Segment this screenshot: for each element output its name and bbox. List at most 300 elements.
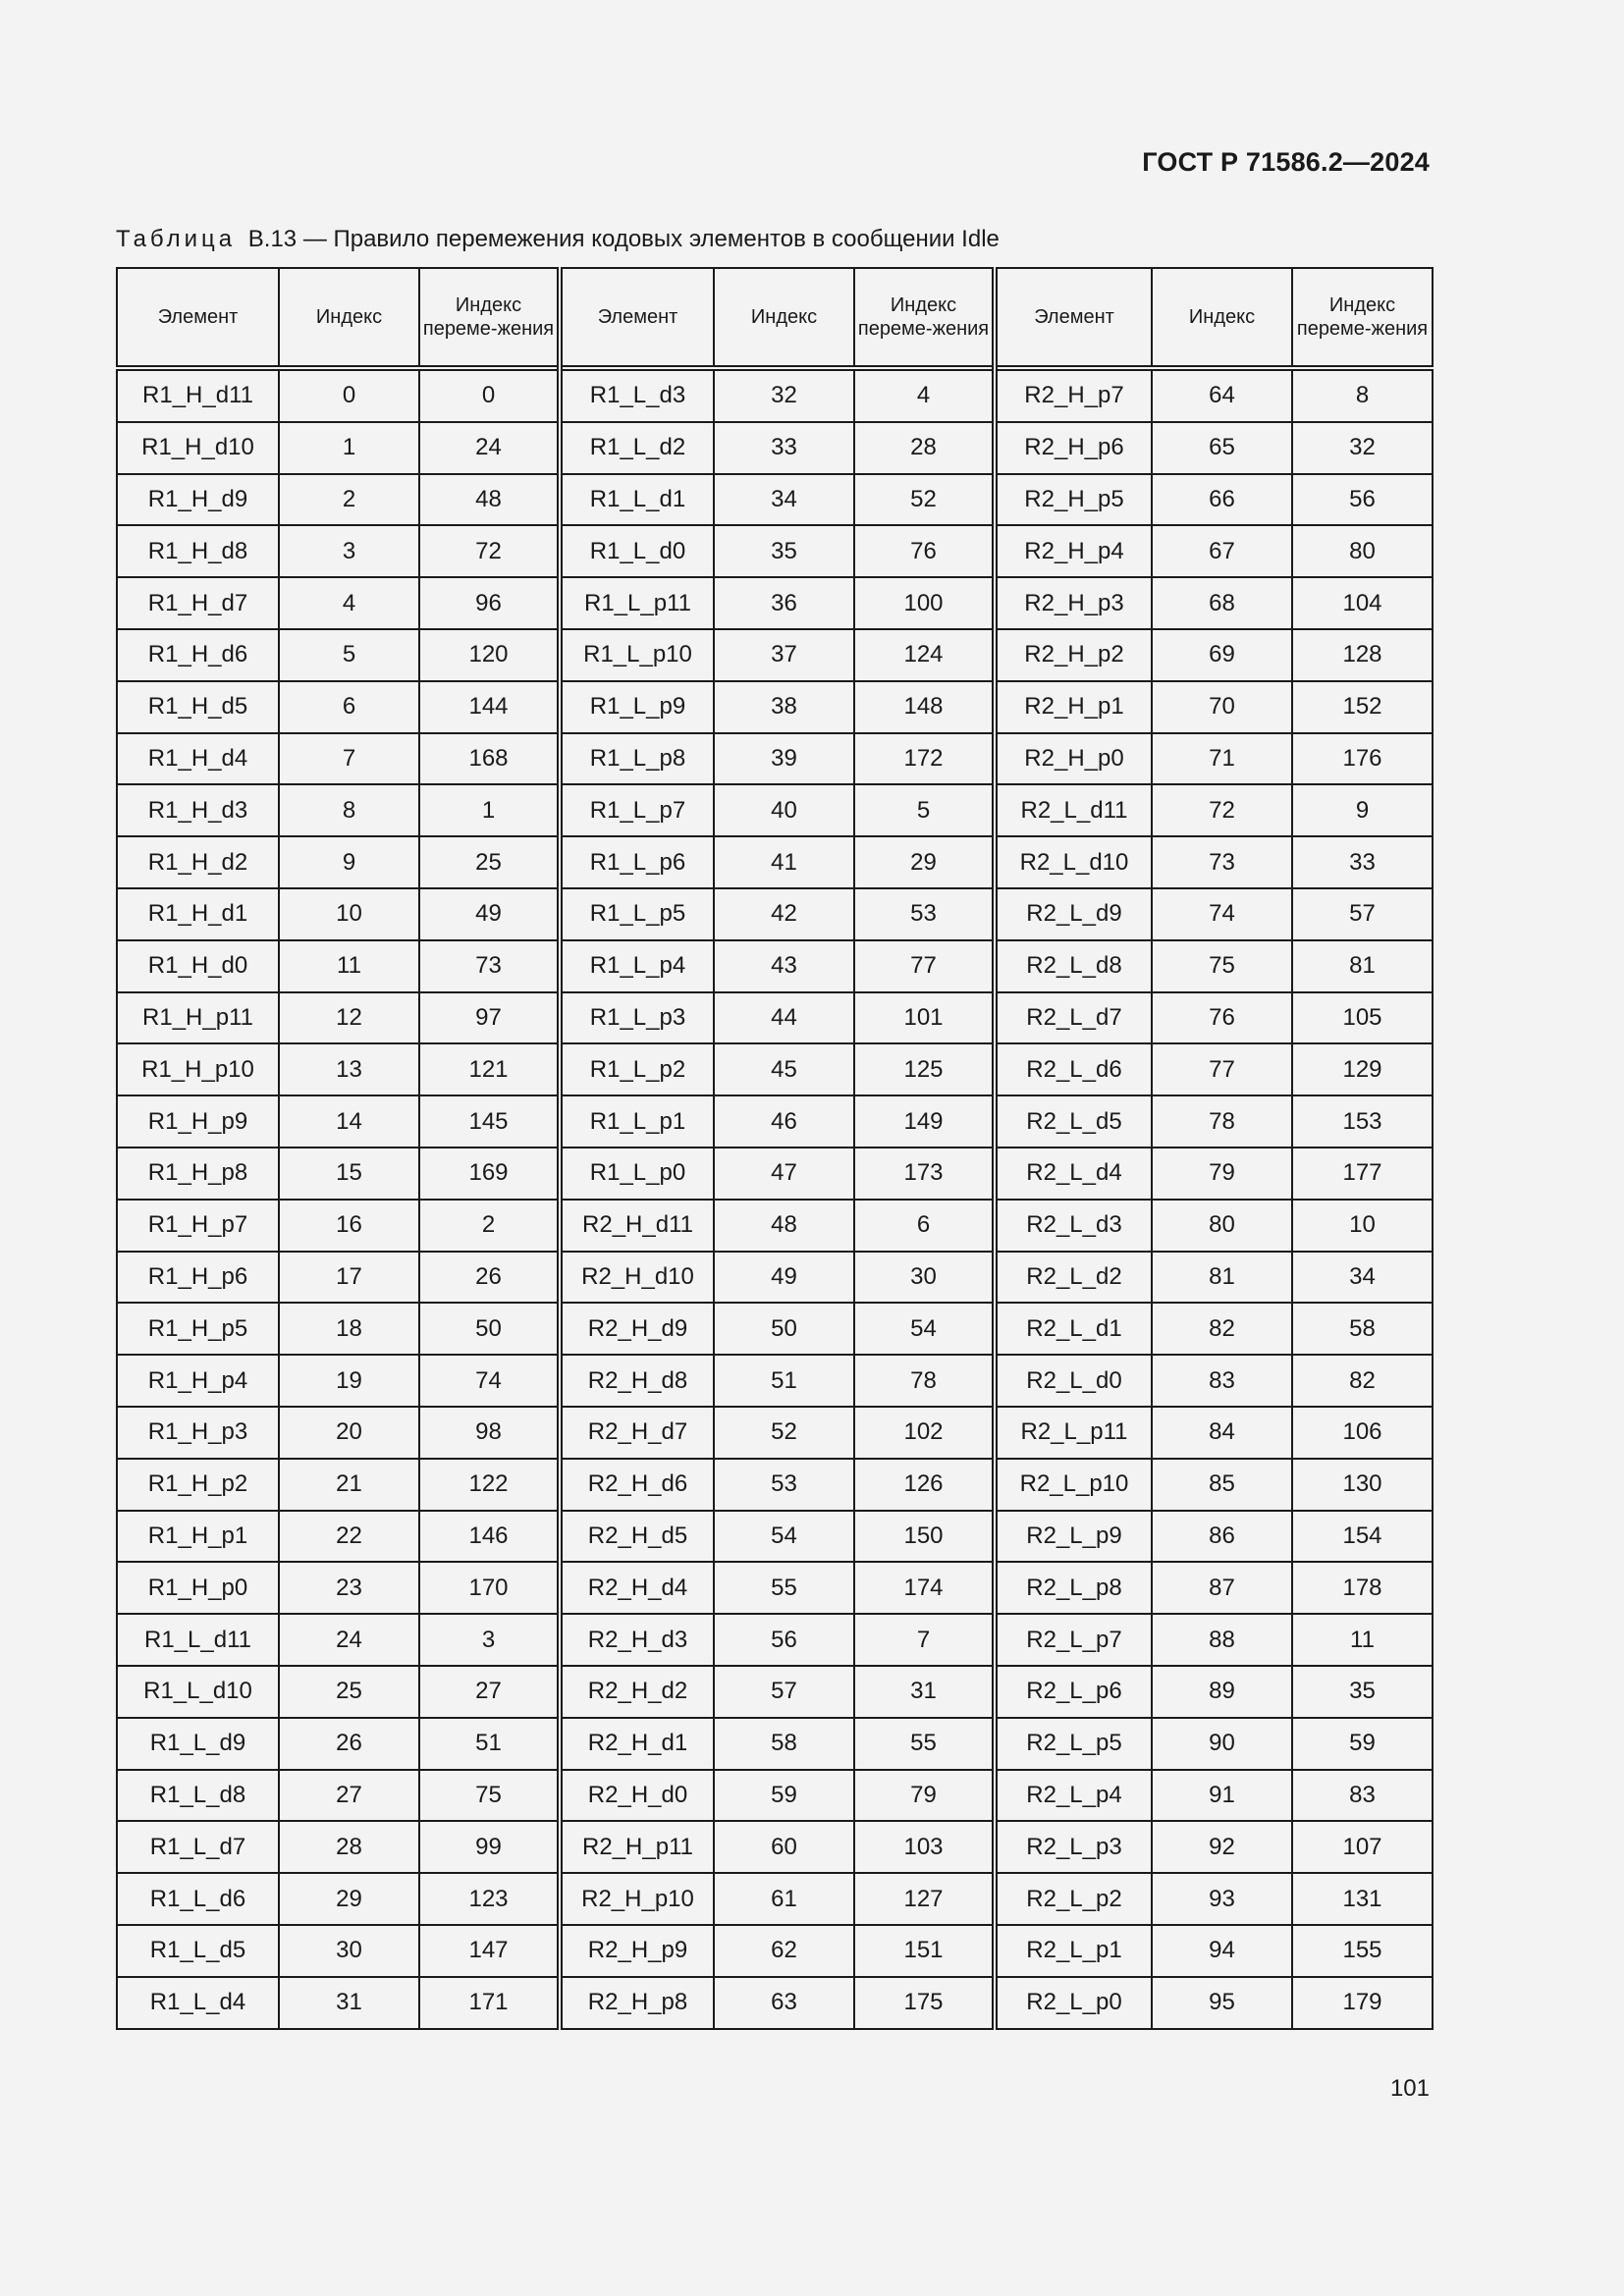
- cell-interleave-index: 106: [1292, 1407, 1433, 1459]
- cell-element: R1_H_d10: [117, 422, 279, 474]
- cell-interleave-index: 78: [854, 1355, 995, 1407]
- cell-index: 23: [279, 1562, 419, 1614]
- cell-index: 15: [279, 1148, 419, 1200]
- cell-interleave-index: 97: [419, 992, 560, 1044]
- cell-element: R2_H_p1: [995, 681, 1152, 733]
- cell-interleave-index: 31: [854, 1666, 995, 1718]
- cell-element: R1_H_d7: [117, 577, 279, 629]
- cell-interleave-index: 4: [854, 368, 995, 422]
- interleaving-table: [116, 267, 1434, 2030]
- cell-index: 40: [714, 784, 854, 836]
- cell-element: R1_H_p1: [117, 1511, 279, 1563]
- cell-index: 13: [279, 1043, 419, 1095]
- cell-index: 56: [714, 1614, 854, 1666]
- cell-interleave-index: 9: [1292, 784, 1433, 836]
- cell-interleave-index: 148: [854, 681, 995, 733]
- table-row: [117, 577, 1433, 629]
- cell-index: 53: [714, 1459, 854, 1511]
- table-row: [117, 525, 1433, 577]
- cell-index: 67: [1152, 525, 1292, 577]
- cell-element: R2_L_d3: [995, 1200, 1152, 1252]
- cell-interleave-index: 99: [419, 1821, 560, 1873]
- cell-element: R1_L_p9: [560, 681, 714, 733]
- cell-element: R2_H_d5: [560, 1511, 714, 1563]
- cell-element: R1_H_p9: [117, 1095, 279, 1148]
- cell-element: R2_L_p0: [995, 1977, 1152, 2029]
- cell-index: 10: [279, 888, 419, 940]
- cell-index: 30: [279, 1925, 419, 1977]
- cell-interleave-index: 35: [1292, 1666, 1433, 1718]
- cell-element: R1_L_p1: [560, 1095, 714, 1148]
- cell-element: R2_H_d0: [560, 1770, 714, 1822]
- cell-element: R2_H_d11: [560, 1200, 714, 1252]
- table-row: [117, 1043, 1433, 1095]
- cell-element: R2_L_d11: [995, 784, 1152, 836]
- cell-element: R2_L_p7: [995, 1614, 1152, 1666]
- cell-index: 45: [714, 1043, 854, 1095]
- cell-interleave-index: 151: [854, 1925, 995, 1977]
- table-row: [117, 1200, 1433, 1252]
- cell-index: 61: [714, 1873, 854, 1925]
- cell-index: 31: [279, 1977, 419, 2029]
- cell-interleave-index: 58: [1292, 1303, 1433, 1355]
- cell-element: R2_H_d7: [560, 1407, 714, 1459]
- cell-index: 51: [714, 1355, 854, 1407]
- cell-index: 83: [1152, 1355, 1292, 1407]
- cell-interleave-index: 131: [1292, 1873, 1433, 1925]
- cell-index: 92: [1152, 1821, 1292, 1873]
- cell-index: 20: [279, 1407, 419, 1459]
- cell-interleave-index: 126: [854, 1459, 995, 1511]
- cell-interleave-index: 177: [1292, 1148, 1433, 1200]
- cell-index: 90: [1152, 1718, 1292, 1770]
- cell-element: R1_L_p10: [560, 629, 714, 681]
- cell-index: 38: [714, 681, 854, 733]
- cell-element: R1_H_p6: [117, 1252, 279, 1304]
- cell-interleave-index: 175: [854, 1977, 995, 2029]
- cell-interleave-index: 75: [419, 1770, 560, 1822]
- cell-element: R1_H_p7: [117, 1200, 279, 1252]
- cell-index: 14: [279, 1095, 419, 1148]
- cell-interleave-index: 173: [854, 1148, 995, 1200]
- cell-index: 49: [714, 1252, 854, 1304]
- cell-index: 55: [714, 1562, 854, 1614]
- cell-index: 58: [714, 1718, 854, 1770]
- cell-interleave-index: 8: [1292, 368, 1433, 422]
- cell-interleave-index: 80: [1292, 525, 1433, 577]
- cell-element: R2_L_d0: [995, 1355, 1152, 1407]
- table-row: [117, 1925, 1433, 1977]
- cell-element: R2_H_p0: [995, 733, 1152, 785]
- cell-element: R2_L_p3: [995, 1821, 1152, 1873]
- cell-element: R2_H_d8: [560, 1355, 714, 1407]
- column-header-element-1: Элемент: [117, 268, 279, 368]
- table-row: [117, 1666, 1433, 1718]
- cell-element: R1_H_p0: [117, 1562, 279, 1614]
- cell-interleave-index: 7: [854, 1614, 995, 1666]
- cell-index: 78: [1152, 1095, 1292, 1148]
- table-row: [117, 888, 1433, 940]
- cell-index: 72: [1152, 784, 1292, 836]
- table-row: [117, 681, 1433, 733]
- cell-index: 84: [1152, 1407, 1292, 1459]
- cell-element: R2_L_p5: [995, 1718, 1152, 1770]
- cell-interleave-index: 171: [419, 1977, 560, 2029]
- cell-interleave-index: 29: [854, 836, 995, 888]
- column-header-element-2: Элемент: [560, 268, 714, 368]
- table-row: [117, 629, 1433, 681]
- table-caption: [116, 226, 1000, 253]
- cell-interleave-index: 79: [854, 1770, 995, 1822]
- cell-index: 94: [1152, 1925, 1292, 1977]
- cell-interleave-index: 32: [1292, 422, 1433, 474]
- cell-index: 36: [714, 577, 854, 629]
- cell-element: R2_H_d9: [560, 1303, 714, 1355]
- cell-interleave-index: 59: [1292, 1718, 1433, 1770]
- cell-index: 29: [279, 1873, 419, 1925]
- cell-index: 64: [1152, 368, 1292, 422]
- cell-interleave-index: 125: [854, 1043, 995, 1095]
- cell-interleave-index: 34: [1292, 1252, 1433, 1304]
- cell-element: R2_H_p9: [560, 1925, 714, 1977]
- cell-element: R1_L_d1: [560, 474, 714, 526]
- table-row: [117, 1614, 1433, 1666]
- cell-interleave-index: 76: [854, 525, 995, 577]
- cell-element: R2_H_d6: [560, 1459, 714, 1511]
- cell-interleave-index: 52: [854, 474, 995, 526]
- cell-element: R1_H_p11: [117, 992, 279, 1044]
- table-row: [117, 1718, 1433, 1770]
- cell-element: R2_H_p7: [995, 368, 1152, 422]
- cell-index: 52: [714, 1407, 854, 1459]
- cell-element: R2_L_d5: [995, 1095, 1152, 1148]
- cell-index: 34: [714, 474, 854, 526]
- cell-interleave-index: 104: [1292, 577, 1433, 629]
- cell-element: R2_L_p4: [995, 1770, 1152, 1822]
- cell-interleave-index: 144: [419, 681, 560, 733]
- cell-interleave-index: 101: [854, 992, 995, 1044]
- cell-index: 0: [279, 368, 419, 422]
- cell-interleave-index: 28: [854, 422, 995, 474]
- cell-interleave-index: 10: [1292, 1200, 1433, 1252]
- cell-interleave-index: 55: [854, 1718, 995, 1770]
- cell-interleave-index: 73: [419, 940, 560, 992]
- cell-element: R1_L_d3: [560, 368, 714, 422]
- cell-index: 82: [1152, 1303, 1292, 1355]
- cell-interleave-index: 130: [1292, 1459, 1433, 1511]
- cell-index: 91: [1152, 1770, 1292, 1822]
- cell-index: 76: [1152, 992, 1292, 1044]
- cell-interleave-index: 120: [419, 629, 560, 681]
- cell-element: R1_L_p2: [560, 1043, 714, 1095]
- cell-index: 47: [714, 1148, 854, 1200]
- cell-index: 9: [279, 836, 419, 888]
- cell-element: R2_L_p9: [995, 1511, 1152, 1563]
- cell-interleave-index: 11: [1292, 1614, 1433, 1666]
- table-row: [117, 422, 1433, 474]
- column-header-index-3: Индекс: [1152, 268, 1292, 368]
- table-row: [117, 1770, 1433, 1822]
- cell-interleave-index: 172: [854, 733, 995, 785]
- cell-index: 59: [714, 1770, 854, 1822]
- cell-element: R1_L_d10: [117, 1666, 279, 1718]
- cell-interleave-index: 127: [854, 1873, 995, 1925]
- cell-index: 32: [714, 368, 854, 422]
- cell-index: 12: [279, 992, 419, 1044]
- cell-index: 48: [714, 1200, 854, 1252]
- cell-interleave-index: 72: [419, 525, 560, 577]
- cell-index: 42: [714, 888, 854, 940]
- cell-interleave-index: 178: [1292, 1562, 1433, 1614]
- cell-interleave-index: 54: [854, 1303, 995, 1355]
- table-row: [117, 1148, 1433, 1200]
- cell-element: R1_H_p8: [117, 1148, 279, 1200]
- cell-interleave-index: 129: [1292, 1043, 1433, 1095]
- cell-element: R1_H_d8: [117, 525, 279, 577]
- cell-element: R2_H_p10: [560, 1873, 714, 1925]
- cell-interleave-index: 48: [419, 474, 560, 526]
- cell-element: R1_H_p2: [117, 1459, 279, 1511]
- cell-index: 80: [1152, 1200, 1292, 1252]
- cell-index: 16: [279, 1200, 419, 1252]
- cell-interleave-index: 105: [1292, 992, 1433, 1044]
- column-header-index-2: Индекс: [714, 268, 854, 368]
- cell-element: R1_H_d5: [117, 681, 279, 733]
- cell-interleave-index: 146: [419, 1511, 560, 1563]
- cell-element: R1_H_d6: [117, 629, 279, 681]
- cell-element: R1_L_d4: [117, 1977, 279, 2029]
- cell-element: R2_L_p1: [995, 1925, 1152, 1977]
- cell-interleave-index: 152: [1292, 681, 1433, 733]
- table-row: [117, 1873, 1433, 1925]
- table-row: [117, 1303, 1433, 1355]
- cell-element: R2_L_d7: [995, 992, 1152, 1044]
- cell-interleave-index: 124: [854, 629, 995, 681]
- cell-interleave-index: 103: [854, 1821, 995, 1873]
- cell-index: 73: [1152, 836, 1292, 888]
- cell-element: R2_L_d2: [995, 1252, 1152, 1304]
- cell-element: R2_H_d10: [560, 1252, 714, 1304]
- cell-index: 39: [714, 733, 854, 785]
- cell-element: R1_L_d7: [117, 1821, 279, 1873]
- cell-interleave-index: 50: [419, 1303, 560, 1355]
- cell-index: 25: [279, 1666, 419, 1718]
- table-row: [117, 784, 1433, 836]
- cell-index: 65: [1152, 422, 1292, 474]
- cell-element: R1_H_p10: [117, 1043, 279, 1095]
- cell-element: R2_L_d6: [995, 1043, 1152, 1095]
- cell-element: R1_L_d8: [117, 1770, 279, 1822]
- cell-element: R2_L_d1: [995, 1303, 1152, 1355]
- cell-element: R2_H_p11: [560, 1821, 714, 1873]
- cell-index: 7: [279, 733, 419, 785]
- cell-interleave-index: 30: [854, 1252, 995, 1304]
- cell-index: 89: [1152, 1666, 1292, 1718]
- table-row: [117, 368, 1433, 422]
- cell-interleave-index: 169: [419, 1148, 560, 1200]
- cell-interleave-index: 27: [419, 1666, 560, 1718]
- cell-interleave-index: 74: [419, 1355, 560, 1407]
- cell-element: R2_L_p11: [995, 1407, 1152, 1459]
- cell-interleave-index: 121: [419, 1043, 560, 1095]
- table-row: [117, 992, 1433, 1044]
- column-header-interleave-index-1: Индекс переме-жения: [419, 268, 560, 368]
- table-row: [117, 940, 1433, 992]
- cell-interleave-index: 123: [419, 1873, 560, 1925]
- page-number: 101: [1389, 2075, 1430, 2102]
- cell-index: 24: [279, 1614, 419, 1666]
- cell-index: 35: [714, 525, 854, 577]
- cell-interleave-index: 6: [854, 1200, 995, 1252]
- cell-index: 63: [714, 1977, 854, 2029]
- cell-element: R1_L_p5: [560, 888, 714, 940]
- cell-interleave-index: 56: [1292, 474, 1433, 526]
- column-header-interleave-index-2: Индекс переме-жения: [854, 268, 995, 368]
- cell-index: 93: [1152, 1873, 1292, 1925]
- cell-index: 17: [279, 1252, 419, 1304]
- table-row: [117, 1821, 1433, 1873]
- cell-interleave-index: 128: [1292, 629, 1433, 681]
- cell-element: R1_L_p6: [560, 836, 714, 888]
- cell-element: R1_L_d0: [560, 525, 714, 577]
- cell-element: R1_L_p0: [560, 1148, 714, 1200]
- cell-interleave-index: 0: [419, 368, 560, 422]
- table-row: [117, 1252, 1433, 1304]
- cell-interleave-index: 147: [419, 1925, 560, 1977]
- cell-index: 41: [714, 836, 854, 888]
- cell-interleave-index: 3: [419, 1614, 560, 1666]
- cell-interleave-index: 51: [419, 1718, 560, 1770]
- cell-interleave-index: 150: [854, 1511, 995, 1563]
- cell-element: R1_H_d11: [117, 368, 279, 422]
- cell-index: 1: [279, 422, 419, 474]
- table-row: [117, 474, 1433, 526]
- cell-element: R2_H_d4: [560, 1562, 714, 1614]
- cell-element: R1_H_p4: [117, 1355, 279, 1407]
- cell-interleave-index: 149: [854, 1095, 995, 1148]
- cell-element: R1_L_p11: [560, 577, 714, 629]
- cell-interleave-index: 53: [854, 888, 995, 940]
- table-row: [117, 1095, 1433, 1148]
- cell-interleave-index: 98: [419, 1407, 560, 1459]
- cell-index: 28: [279, 1821, 419, 1873]
- cell-index: 75: [1152, 940, 1292, 992]
- cell-interleave-index: 82: [1292, 1355, 1433, 1407]
- cell-interleave-index: 174: [854, 1562, 995, 1614]
- cell-index: 71: [1152, 733, 1292, 785]
- cell-interleave-index: 2: [419, 1200, 560, 1252]
- cell-element: R1_H_d2: [117, 836, 279, 888]
- cell-element: R1_L_p7: [560, 784, 714, 836]
- cell-element: R2_H_p8: [560, 1977, 714, 2029]
- cell-element: R1_L_p8: [560, 733, 714, 785]
- cell-index: 74: [1152, 888, 1292, 940]
- cell-element: R2_H_p4: [995, 525, 1152, 577]
- cell-index: 87: [1152, 1562, 1292, 1614]
- cell-interleave-index: 49: [419, 888, 560, 940]
- cell-element: R1_L_d11: [117, 1614, 279, 1666]
- cell-element: R2_L_d4: [995, 1148, 1152, 1200]
- cell-element: R2_L_d9: [995, 888, 1152, 940]
- table-row: [117, 1459, 1433, 1511]
- cell-index: 26: [279, 1718, 419, 1770]
- cell-index: 8: [279, 784, 419, 836]
- cell-index: 18: [279, 1303, 419, 1355]
- cell-index: 43: [714, 940, 854, 992]
- cell-interleave-index: 83: [1292, 1770, 1433, 1822]
- cell-index: 88: [1152, 1614, 1292, 1666]
- cell-element: R2_H_p6: [995, 422, 1152, 474]
- cell-index: 54: [714, 1511, 854, 1563]
- cell-index: 4: [279, 577, 419, 629]
- cell-index: 11: [279, 940, 419, 992]
- cell-element: R2_H_p2: [995, 629, 1152, 681]
- cell-interleave-index: 102: [854, 1407, 995, 1459]
- cell-index: 69: [1152, 629, 1292, 681]
- table-caption-lead: Таблица: [116, 226, 237, 252]
- cell-interleave-index: 107: [1292, 1821, 1433, 1873]
- cell-interleave-index: 96: [419, 577, 560, 629]
- cell-index: 50: [714, 1303, 854, 1355]
- cell-index: 22: [279, 1511, 419, 1563]
- cell-index: 70: [1152, 681, 1292, 733]
- cell-element: R1_H_d3: [117, 784, 279, 836]
- cell-index: 68: [1152, 577, 1292, 629]
- cell-element: R1_L_p3: [560, 992, 714, 1044]
- table-body: [117, 368, 1433, 2029]
- cell-element: R2_H_d2: [560, 1666, 714, 1718]
- cell-interleave-index: 100: [854, 577, 995, 629]
- cell-element: R1_L_d9: [117, 1718, 279, 1770]
- document-code: ГОСТ Р 71586.2—2024: [1142, 147, 1430, 177]
- cell-interleave-index: 145: [419, 1095, 560, 1148]
- cell-element: R2_L_p2: [995, 1873, 1152, 1925]
- cell-element: R2_H_p5: [995, 474, 1152, 526]
- cell-element: R1_H_d4: [117, 733, 279, 785]
- table-row: [117, 1511, 1433, 1563]
- cell-index: 33: [714, 422, 854, 474]
- cell-index: 57: [714, 1666, 854, 1718]
- cell-element: R2_H_d1: [560, 1718, 714, 1770]
- table-header-row: [117, 268, 1433, 368]
- cell-index: 5: [279, 629, 419, 681]
- table-caption-text: В.13 — Правило перемежения кодовых элементов в сообщении Idle: [247, 226, 1000, 252]
- cell-element: R2_H_d3: [560, 1614, 714, 1666]
- cell-index: 66: [1152, 474, 1292, 526]
- table-row: [117, 733, 1433, 785]
- cell-interleave-index: 57: [1292, 888, 1433, 940]
- cell-interleave-index: 24: [419, 422, 560, 474]
- cell-index: 81: [1152, 1252, 1292, 1304]
- cell-index: 44: [714, 992, 854, 1044]
- cell-interleave-index: 1: [419, 784, 560, 836]
- table-row: [117, 1407, 1433, 1459]
- table-row: [117, 1562, 1433, 1614]
- cell-index: 37: [714, 629, 854, 681]
- table-row: [117, 1977, 1433, 2029]
- table-row: [117, 1355, 1433, 1407]
- cell-interleave-index: 155: [1292, 1925, 1433, 1977]
- cell-interleave-index: 170: [419, 1562, 560, 1614]
- cell-element: R1_L_d5: [117, 1925, 279, 1977]
- cell-element: R2_L_p8: [995, 1562, 1152, 1614]
- cell-element: R2_L_p6: [995, 1666, 1152, 1718]
- cell-index: 86: [1152, 1511, 1292, 1563]
- cell-interleave-index: 77: [854, 940, 995, 992]
- cell-element: R1_L_d6: [117, 1873, 279, 1925]
- cell-index: 62: [714, 1925, 854, 1977]
- cell-index: 3: [279, 525, 419, 577]
